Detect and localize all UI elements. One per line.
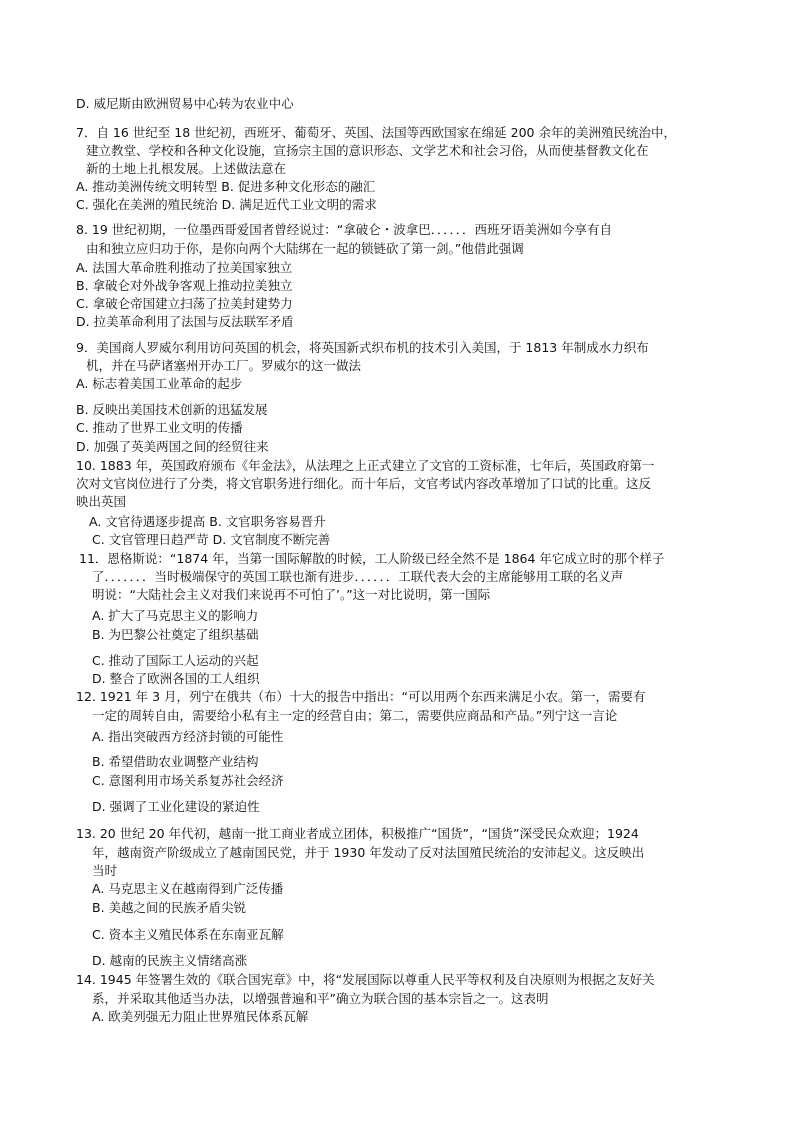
question-8-option-c: C. 拿破仑帝国建立扫荡了拉美封建势力 — [76, 296, 293, 311]
question-11-option-a: A. 扩大了马克思主义的影响力 — [92, 608, 259, 623]
question-12-stem-cont: 一定的周转自由，需要给小私有主一定的经营自由；第二，需要供应商品和产品。”列宁这一言论 — [92, 708, 618, 723]
question-14-stem: 14. 1945 年签署生效的《联合国宪章》中，将“发展国际以尊重人民平等权利及自决原则为根据之友好关 — [76, 972, 655, 987]
question-14-option-a: A. 欧美列强无力阻止世界殖民体系瓦解 — [92, 1009, 309, 1024]
question-10-stem-cont: 次对文官岗位进行了分类，将文官职务进行细化。而十年后，文官考试内容改革增加了口试的比重。这反 — [76, 476, 652, 491]
question-11-stem: 11．恩格斯说：“1874 年，当第一国际解散的时候，工人阶级已经全然不是 1864 年它成立时的那个样子 — [79, 551, 665, 566]
question-7-options-cd: C. 强化在美洲的殖民统治 D. 满足近代工业文明的需求 — [76, 197, 377, 212]
question-8-option-d: D. 拉美革命利用了法国与反法联军矛盾 — [76, 314, 294, 329]
question-13-option-b: B. 美越之间的民族矛盾尖锐 — [92, 900, 247, 915]
question-9-stem: 9．美国商人罗威尔利用访问英国的机会，将英国新式织布机的技术引入美国，于 1813 年制成水力织布 — [76, 340, 649, 355]
question-10-stem: 10. 1883 年，英国政府颁布《年金法》，从法理之上正式建立了文官的工资标准，七年后，英国政府第一 — [76, 458, 655, 473]
question-9-option-c: C. 推动了世界工业文明的传播 — [76, 420, 243, 435]
question-13-stem-cont: 当时 — [92, 863, 118, 878]
question-12-stem: 12. 1921 年 3 月，列宁在俄共（布）十大的报告中指出：“可以用两个东西来满足小农。第一，需要有 — [76, 689, 646, 704]
question-7-stem-cont: 新的土地上扎根发展。上述做法意在 — [86, 161, 287, 176]
option-6d: D. 威尼斯由欧洲贸易中心转为农业中心 — [76, 96, 294, 111]
question-11-option-c: C. 推动了国际工人运动的兴起 — [92, 653, 259, 668]
question-9-option-b: B. 反映出美国技术创新的迅猛发展 — [76, 402, 268, 417]
question-11-option-b: B. 为巴黎公社奠定了组织基础 — [92, 627, 259, 642]
question-13-option-c: C. 资本主义殖民体系在东南亚瓦解 — [92, 927, 284, 942]
question-9-option-d: D. 加强了英美两国之间的经贸往来 — [76, 439, 269, 454]
question-12-option-b: B. 希望借助农业调整产业结构 — [92, 754, 259, 769]
question-11-stem-cont: 明说：“大陆社会主义对我们来说再不可怕了’。”这一对比说明，第一国际 — [92, 587, 491, 602]
question-14-stem-cont: 系，并采取其他适当办法，以增强普遍和平”确立为联合国的基本宗旨之一。这表明 — [92, 991, 549, 1006]
question-7-stem-cont: 建立教堂、学校和各种文化设施，宣扬宗主国的意识形态、文学艺术和社会习俗，从而使基督教文化在 — [86, 143, 649, 158]
question-9-stem-cont: 机，并在马萨诸塞州开办工厂。罗威尔的这一做法 — [86, 358, 362, 373]
question-12-option-c: C. 意图利用市场关系复苏社会经济 — [92, 773, 284, 788]
question-8-stem-cont: 由和独立应归功于你，是你向两个大陆绑在一起的锁链砍了第一剑。”他借此强调 — [86, 241, 524, 256]
question-10-options-ab: A. 文官待遇逐步提高 B. 文官职务容易晋升 — [89, 514, 326, 529]
question-10-options-cd: C. 文官管理日趋严苛 D. 文官制度不断完善 — [92, 532, 331, 547]
question-10-stem-cont: 映出英国 — [76, 494, 127, 509]
question-11-stem-cont: 了．．．．．．．当时极端保守的英国工联也渐有进步．．．．．．工联代表大会的主席能够用工联的名义声 — [92, 569, 624, 584]
question-12-option-d: D. 强调了工业化建设的紧迫性 — [92, 799, 260, 814]
question-7-stem: 7．自 16 世纪至 18 世纪初，西班牙、葡萄牙、英国、法国等西欧国家在绵延 200 余年的美洲殖民统治中， — [76, 125, 676, 140]
question-12-option-a: A. 指出突破西方经济封锁的可能性 — [92, 729, 284, 744]
question-11-option-d: D. 整合了欧洲各国的工人组织 — [92, 671, 260, 686]
question-9-option-a: A. 标志着美国工业革命的起步 — [76, 376, 243, 391]
question-13-stem-cont: 年，越南资产阶级成立了越南国民党，并于 1930 年发动了反对法国殖民统治的安沛起义。这反映出 — [92, 845, 645, 860]
question-8-stem: 8. 19 世纪初期，一位墨西哥爱国者曾经说过：“拿破仑・波拿巴．．．．．．西班牙语美洲如今享有自 — [76, 222, 613, 237]
question-13-option-d: D. 越南的民族主义情绪高涨 — [92, 953, 248, 968]
question-13-stem: 13. 20 世纪 20 年代初，越南一批工商业者成立团体，积极推广“国货”，“国货”深受民众欢迎；1924 — [76, 826, 639, 841]
question-8-option-b: B. 拿破仑对外战争客观上推动拉美独立 — [76, 278, 293, 293]
question-7-options-ab: A. 推动美洲传统文明转型 B. 促进多种文化形态的融汇 — [76, 179, 376, 194]
question-8-option-a: A. 法国大革命胜利推动了拉美国家独立 — [76, 260, 293, 275]
question-13-option-a: A. 马克思主义在越南得到广泛传播 — [92, 881, 284, 896]
